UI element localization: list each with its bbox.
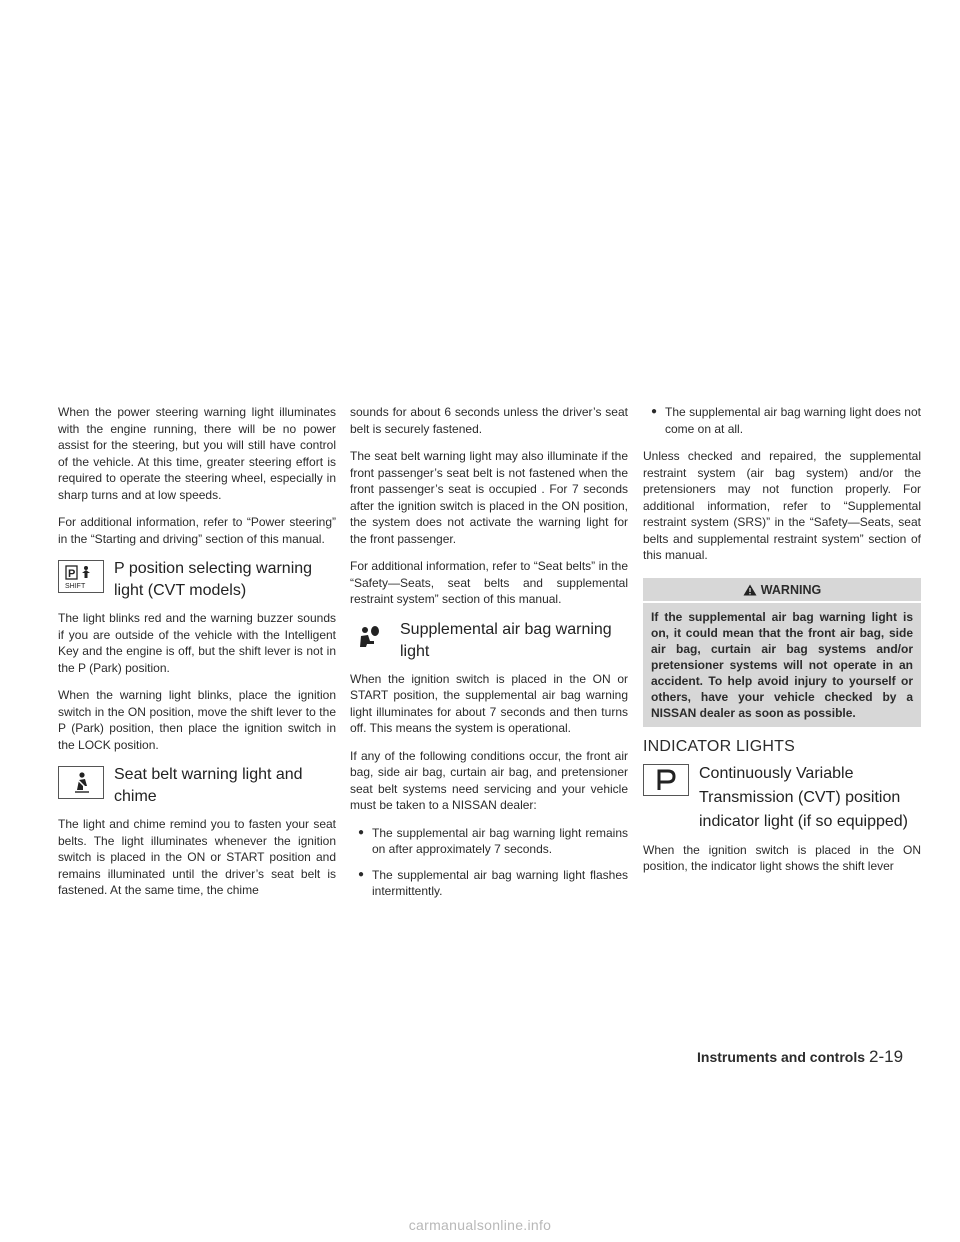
paragraph: The light blinks red and the warning buzzer sounds if you are outside of the vehicle with the Intelligent Key and the engine is off, but the shift lever is not in the P (Park) position. [58, 611, 336, 675]
column-left [58, 404, 336, 910]
paragraph: For additional information, refer to “Seat belts” in the “Safety—Seats, seat belts and supplemental restraint system” section of this manual. [350, 559, 628, 606]
airbag-icon [350, 621, 390, 654]
section-title: INDICATOR LIGHTS [643, 738, 795, 755]
bullet-list [350, 825, 628, 900]
paragraph: When the power steering warning light illuminates with the engine running, there will be no power assist for the steering, but you will still have control of the vehicle. At this time, greater steering effort is required to operate the steering wheel, especially in sharp turns and at low speeds. [58, 405, 336, 502]
heading-text: Continuously Variable Transmission (CVT) position indicator light (if so equipped) [699, 764, 909, 830]
p-shift-warning-icon [58, 560, 104, 593]
heading-text: Seat belt warning light and chime [114, 766, 303, 805]
footer-section: Instruments and controls [697, 1049, 866, 1065]
list-item: ● The supplemental air bag warning light remains on after approximately 7 seconds. [350, 825, 628, 858]
paragraph: For additional information, refer to “Power steering” in the “Starting and driving” section of this manual. [58, 515, 336, 546]
paragraph: When the ignition switch is placed in the ON or START position, the supplemental air bag warning light illuminates for about 7 seconds and then turns off. This means the system is operational. [350, 671, 628, 735]
page-number: 2-19 [869, 1047, 904, 1066]
paragraph: When the warning light blinks, place the ignition switch in the ON position, move the shift lever to the P (Park) position, then place the ignition switch in the LOCK position. [58, 688, 336, 752]
paragraph: Unless checked and repaired, the supplemental restraint system (air bag system) and/or the pretensioners may not function properly. For additional information, refer to “Supplemental restraint system (SRS)” in the “Safety—Seats, seat belts and supplemental restraint system” section of this manual. [643, 449, 921, 562]
warning-header [643, 578, 921, 604]
list-item: ● The supplemental air bag warning light does not come on at all. [643, 404, 921, 437]
bullet-list [643, 404, 921, 437]
icon-label: SHIFT [65, 582, 86, 590]
paragraph: If any of the following conditions occur, the front air bag, side air bag, curtain air bag, and pretensioner seat belt systems need servicing and your vehicle must be taken to a NISSAN dealer: [350, 748, 628, 812]
column-right [643, 404, 921, 886]
column-middle [350, 404, 628, 911]
paragraph: The light and chime remind you to fasten your seat belts. The light illuminates whenever the ignition switch is placed in the ON or START position and remains illuminated until the driver’s seat belt is fastened. At the same time, the chime [58, 817, 336, 897]
watermark: carmanualsonline.info [408, 1217, 552, 1233]
warning-triangle-icon [743, 584, 757, 596]
warning-title: WARNING [760, 582, 822, 597]
warning-text: If the supplemental air bag warning light is on, it could mean that the front air bag, side air bag, curtain air bag systems and/or pretensioner systems will not operate in an accident. To help avoid injury to yourself or others, have your vehicle checked by a NISSAN dealer as soon as possible. [651, 610, 913, 720]
paragraph: sounds for about 6 seconds unless the driver’s seat belt is securely fastened. [350, 405, 628, 436]
heading-seat-belt-warning [58, 764, 336, 808]
page-footer [697, 1047, 903, 1067]
heading-p-position-warning [58, 558, 336, 602]
list-item: ● The supplemental air bag warning light flashes intermittently. [350, 867, 628, 900]
heading-text: P position selecting warning light (CVT models) [114, 560, 313, 599]
heading-airbag-warning [350, 619, 628, 663]
heading-text: Supplemental air bag warning light [400, 620, 612, 660]
warning-box [643, 578, 921, 728]
seat-belt-icon [58, 766, 104, 799]
paragraph: When the ignition switch is placed in the ON position, the indicator light shows the shift lever [643, 842, 921, 873]
heading-cvt-indicator [643, 762, 921, 834]
svg-text:P: P [68, 567, 76, 580]
paragraph: The seat belt warning light may also illuminate if the front passenger’s seat belt is not fastened when the front passenger’s seat is occupied . For 7 seconds after the ignition switch is placed in the ON position, the system does not activate the warning light for the front passenger. [350, 449, 628, 546]
p-indicator-icon [643, 764, 689, 796]
